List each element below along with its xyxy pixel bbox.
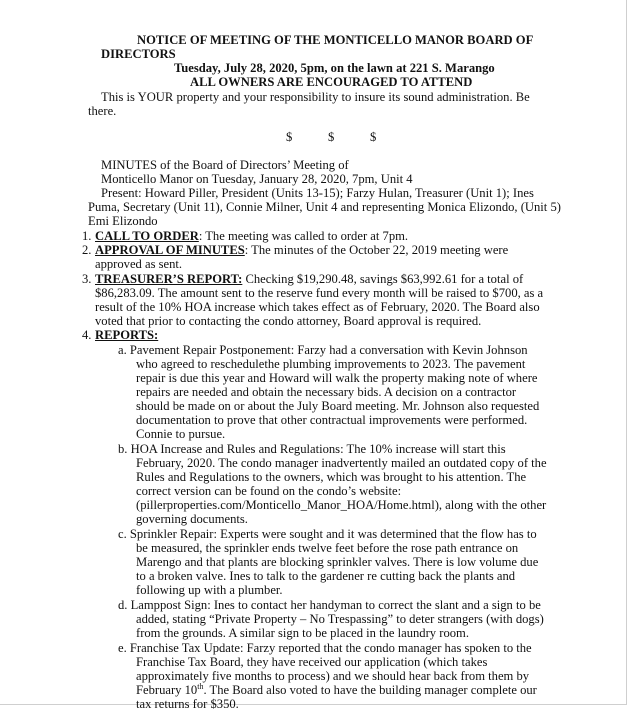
minutes-heading-line2: Monticello Manor on Tuesday, January 28, 2020, 7pm, Unit 4 (101, 172, 413, 186)
notice-title-line1: NOTICE OF MEETING OF THE MONTICELLO MANOR BOARD OF (137, 33, 534, 47)
report-b-line4: correct version can be found on the condo’s website: (136, 484, 402, 498)
report-c-line5: following up with a plumber. (136, 583, 283, 597)
report-e-line2: Franchise Tax Board, they have received our application (which takes (136, 655, 488, 669)
report-b-line1: b. HOA Increase and Rules and Regulations: The 10% increase will start this (118, 442, 506, 456)
report-a-line7: Connie to pursue. (136, 427, 226, 441)
report-e-line5: tax returns for $350. (136, 697, 239, 711)
item-2-text-line2: approved as sent. (95, 257, 183, 271)
dollar-divider-2: $ (328, 130, 335, 144)
report-a-line2: who agreed to reschedulethe plumbing improvements to 2023. The pavement (136, 357, 526, 371)
item-3-text-line4: voted that prior to contacting the condo attorney, Board approval is required. (95, 314, 482, 328)
item-1-label: CALL TO ORDER (95, 229, 199, 243)
present-line2: Puma, Secretary (Unit 11), Connie Milner, Unit 4 and representing Monica Elizondo, (Unit 5) (88, 200, 561, 214)
report-a-line1: a. Pavement Repair Postponement: Farzy had a conversation with Kevin Johnson (118, 343, 528, 357)
item-3-number: 3. (82, 272, 92, 286)
report-b-line3: Rules and Regulations to the owners, which was brought to his attention. The (136, 470, 527, 484)
notice-title-line2: DIRECTORS (101, 47, 176, 61)
report-d-line1: d. Lamppost Sign: Ines to contact her handyman to correct the slant and a sign to be (118, 598, 541, 612)
report-a-line6: documentation to prove that other contractual improvements were performed. (136, 413, 528, 427)
minutes-heading-line1: MINUTES of the Board of Directors’ Meeting of (101, 158, 349, 172)
report-c-line1: c. Sprinkler Repair: Experts were sought and it was determined that the flow has to (118, 527, 537, 541)
report-c-line2: be measured, the sprinkler ends twelve feet before the rose path entrance on (136, 541, 519, 555)
present-line3: Emi Elizondo (88, 214, 158, 228)
item-3-text: Checking $19,290.48, savings $63,992.61 for a total of (242, 272, 524, 286)
dollar-divider-1: $ (286, 130, 293, 144)
dollar-divider-3: $ (370, 130, 377, 144)
item-2-label: APPROVAL OF MINUTES (95, 243, 245, 257)
report-b-line2: February, 2020. The condo manager inadvertently mailed an outdated copy of the (136, 456, 547, 470)
item-2-number: 2. (82, 243, 92, 257)
report-b-line6: governing documents. (136, 512, 248, 526)
report-e-line4-text: February 10 (136, 683, 198, 697)
report-d-line3: from the grounds. A similar sign to be placed in the laundry room. (136, 626, 469, 640)
report-a-line5: should be made on or about the July Board meeting. Mr. Johnson also requested (136, 399, 540, 413)
report-e-line4-rest: . The Board also voted to have the building manager complete our (203, 683, 537, 697)
report-c-line3: Marengo and that plants are blocking sprinkler valves. There is low volume due (136, 555, 539, 569)
item-2-text: : The minutes of the October 22, 2019 meeting were (244, 243, 509, 257)
item-4-number: 4. (82, 328, 92, 342)
report-e-superscript: th (197, 681, 204, 691)
meeting-date-line: Tuesday, July 28, 2020, 5pm, on the lawn at 221 S. Marango (174, 61, 495, 75)
report-e-line1: e. Franchise Tax Update: Farzy reported that the condo manager has spoken to the (118, 641, 532, 655)
report-a-line4: repairs are needed and obtain the necessary bids. A decision on a contractor (136, 385, 517, 399)
item-3-text-line2: $86,283.09. The amount sent to the reserve fund every month will be raised to $700, as a (95, 286, 544, 300)
item-3-text-line3: result of the 10% HOA increase which takes effect as of February, 2020. The Board also (95, 300, 540, 314)
present-line1: Present: Howard Piller, President (Units 13-15); Farzy Hulan, Treasurer (Unit 1); Ines (101, 186, 534, 200)
report-a-line3: repair is due this year and Howard will walk the property making note of where (136, 371, 538, 385)
item-1-text: : The meeting was called to order at 7pm. (198, 229, 409, 243)
item-1-number: 1. (82, 229, 92, 243)
report-b-line5: (pillerproperties.com/Monticello_Manor_HOA/Home.html), along with the other (136, 498, 547, 512)
owners-encouraged-line: ALL OWNERS ARE ENCOURAGED TO ATTEND (190, 75, 473, 89)
report-c-line4: to a broken valve. Ines to talk to the gardener re cutting back the plants and (136, 569, 516, 583)
item-3-label: TREASURER’S REPORT: (95, 272, 243, 286)
report-d-line2: added, stating “Private Property – No Trespassing” to deter strangers (with dogs) (136, 612, 544, 626)
report-e-line3: approximately five months to process) and we should hear back from them by (136, 669, 530, 683)
item-4-label: REPORTS: (95, 328, 159, 342)
intro-line1: This is YOUR property and your responsibility to insure its sound administration. Be (101, 90, 530, 104)
intro-line2: there. (88, 104, 117, 118)
